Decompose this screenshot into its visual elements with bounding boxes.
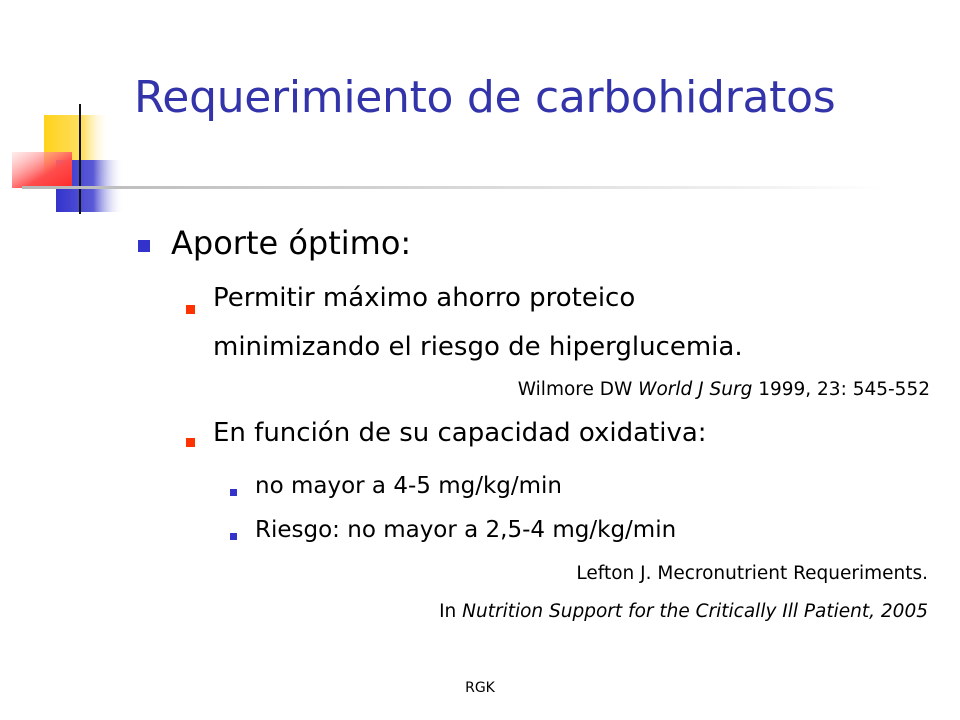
level2-bullet <box>186 305 195 314</box>
level2-bullet <box>186 438 195 447</box>
citation-wilmore <box>518 379 930 400</box>
level3-bullet <box>230 533 237 540</box>
citation-book-title: Nutrition Support for the Critically Ill Patient, 2005 <box>462 601 928 622</box>
level1-bullet <box>138 240 150 252</box>
citation-author: Wilmore DW <box>517 379 639 400</box>
bullet-no-mayor: no mayor a 4-5 mg/kg/min <box>255 473 562 499</box>
bullet-capacidad-oxidativa: En función de su capacidad oxidativa: <box>213 418 707 448</box>
bullet-riesgo: Riesgo: no mayor a 2,5-4 mg/kg/min <box>255 517 677 543</box>
citation-book-prefix: In <box>439 601 463 622</box>
bullet-permitir-line1: Permitir máximo ahorro proteico <box>213 283 636 313</box>
decor-red-square <box>12 152 72 188</box>
decorative-corner-graphic <box>0 0 140 230</box>
citation-lefton-line1: Lefton J. Mecronutrient Requeriments. <box>576 563 928 584</box>
title-underline <box>22 186 882 189</box>
bullet-aporte-optimo: Aporte óptimo: <box>171 224 412 262</box>
bullet-permitir-line2: minimizando el riesgo de hiperglucemia. <box>213 332 743 362</box>
level3-bullet <box>230 489 237 496</box>
citation-details: 1999, 23: 545-552 <box>752 379 930 400</box>
footer-initials: RGK <box>465 680 495 696</box>
citation-journal: World J Surg <box>638 379 753 400</box>
citation-lefton-line2 <box>439 601 928 622</box>
slide-title: Requerimiento de carbohidratos <box>134 72 836 123</box>
